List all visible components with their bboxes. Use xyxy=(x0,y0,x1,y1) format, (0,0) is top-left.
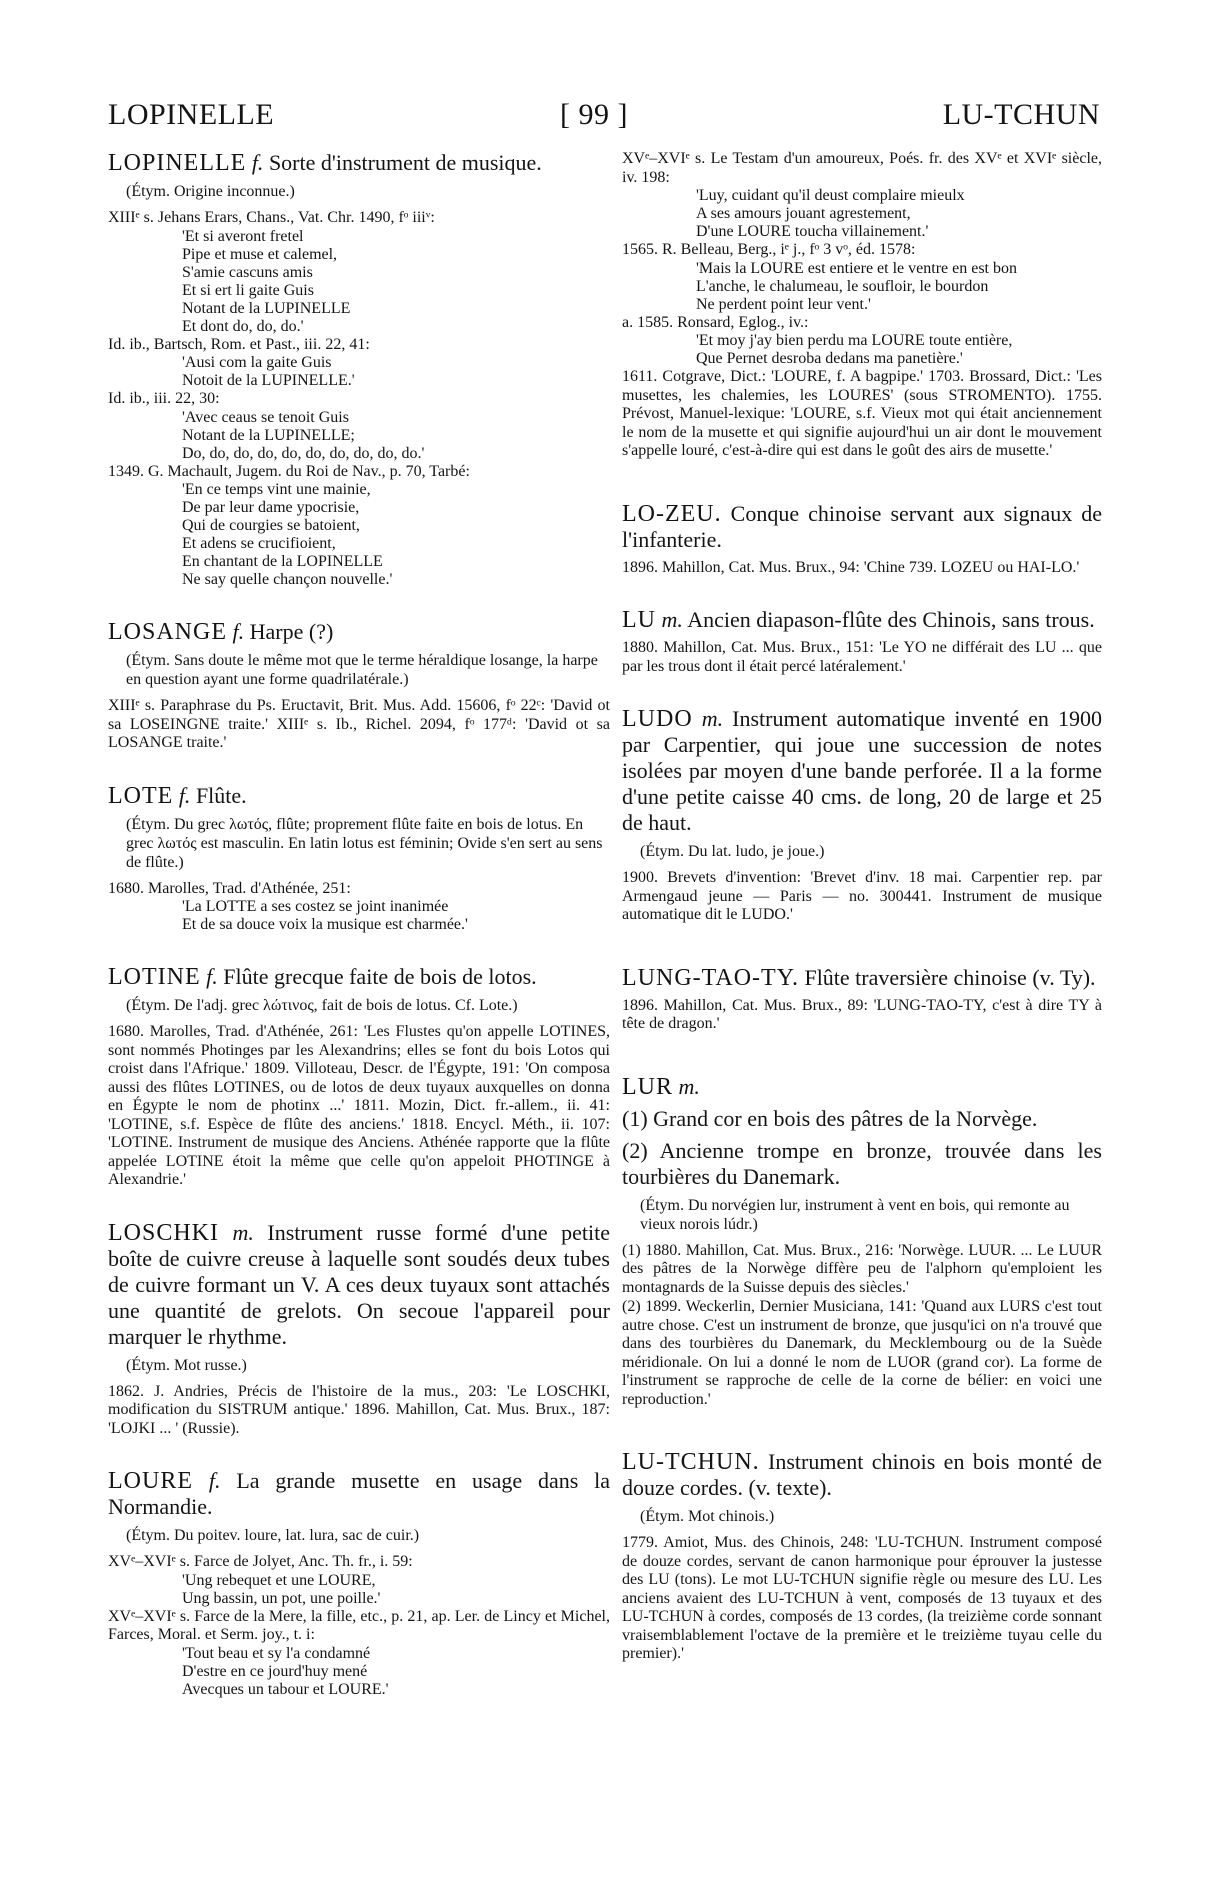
etymology: (Étym. Du norvégien lur, instrument à vent en bois, qui remonte au vieux norois lúdr.) xyxy=(640,1196,1070,1233)
definition-sense-2: (2) Ancienne trompe en bronze, trouvée dans les tourbières du Danemark. xyxy=(622,1137,1102,1189)
entry-definition xyxy=(108,1220,610,1350)
entry-gender: f. xyxy=(251,150,264,175)
entry-definition xyxy=(108,783,610,809)
etymology: (Étym. Du grec λωτός, flûte; proprement flûte faite en bois de lotus. En grec λωτός est masculin. En latin lotus est féminin; Ovide s'en sert au sens de flûte.) xyxy=(126,815,603,871)
entry-definition xyxy=(108,1468,610,1520)
entry-headword: LO-ZEU. xyxy=(622,500,722,527)
etymology: (Étym. Origine inconnue.) xyxy=(126,183,295,200)
entry-lung-tao-ty xyxy=(622,965,1102,1034)
entry-headword: LOURE xyxy=(108,1468,193,1494)
entry-headword: LUNG-TAO-TY. xyxy=(622,964,799,991)
definition-text: Harpe (?) xyxy=(249,619,334,644)
entry-lotine xyxy=(108,964,610,1190)
etymology: (Étym. De l'adj. grec λώτινος, fait de bois de lotus. Cf. Lote.) xyxy=(126,997,518,1014)
entry-gender: m. xyxy=(678,1073,700,1099)
citation: (1) 1880. Mahillon, Cat. Mus. Brux., 216: 'Norwège. LUUR. ... Le LUUR des pâtres de la Norwège diffère peu de l'alphorn qu'emploient les montagnards de la Suisse depuis des siècles.' xyxy=(622,1241,1102,1296)
citation: 1779. Amiot, Mus. des Chinois, 248: 'LU-TCHUN. Instrument composé de douze cordes, servant de canon harmonique pour éprouver la justesse des LU (tons). Le mot LU-TCHUN signifie règle ou mesure des LU. Les anciens avaient des LU-TCHUN à vent, composés de 13 tuyaux et des LU-TCHUN à cordes, composés de 13 cordes, (la treizième corde sonnant vraisemblablement l'octave de la première et le treizième tuyau celle du premier).' xyxy=(622,1534,1102,1662)
entry-lopinelle xyxy=(108,150,610,589)
entry-loschki xyxy=(108,1220,610,1439)
entry-headword: LOTINE xyxy=(108,964,201,990)
citation: XVᵉ–XVIᵉ s. Farce de Jolyet, Anc. Th. fr., i. 59: xyxy=(108,1553,413,1570)
entry-gender: f. xyxy=(178,782,191,808)
entry-headword: LUR xyxy=(622,1073,673,1100)
right-column xyxy=(622,150,1102,1664)
entry-gender: f. xyxy=(208,1468,221,1493)
definition-text: Instrument chinois en bois monté de douze cordes. (v. texte). xyxy=(622,1449,1103,1500)
definition-text: Instrument russe formé d'une petite boîte de cuivre creuse à laquelle sont soudés deux tubes de cuivre formant un V. A ces deux tuyaux sont attachés une quantité de grelots. On secoue l'appareil pour marquer le rhythme. xyxy=(108,1219,611,1349)
quoted-verse: 'Et moy j'ay bien perdu ma LOURE toute entière, Que Pernet desroba dedans ma panetière.' xyxy=(696,332,1013,367)
definition-text: Flûte. xyxy=(195,782,247,808)
header-right-guideword: LU-TCHUN xyxy=(942,98,1100,131)
entry-lote xyxy=(108,783,610,935)
citation: XIIIᵉ s. Paraphrase du Ps. Eructavit, Brit. Mus. Add. 15606, fᵒ 22ᶜ: 'David ot sa LOSEINGNE traite.' XIIIᵉ s. Ib., Richel. 2094, fᵒ 177ᵈ: 'David ot sa LOSANGE traite.' xyxy=(108,697,610,751)
citation: 1896. Mahillon, Cat. Mus. Brux., 89: 'LUNG-TAO-TY, c'est à dire TY à tête de dragon.' xyxy=(622,996,1102,1032)
quoted-verse: 'Avec ceaus se tenoit Guis Notant de la LUPINELLE; Do, do, do, do, do, do, do, do, do, do.' xyxy=(182,408,425,462)
definition-text: Ancien diapason-flûte des Chinois, sans trous. xyxy=(687,607,1095,632)
etymology: (Étym. Mot russe.) xyxy=(126,1356,247,1374)
definition-sense-1: (1) Grand cor en bois des pâtres de la Norvège. xyxy=(622,1105,1038,1131)
entry-gender: f. xyxy=(232,619,245,644)
definition-text: Conque chinoise servant aux signaux de l'infanterie. xyxy=(622,500,1102,552)
entry-headword: LOSANGE xyxy=(108,619,227,645)
etymology: (Étym. Du poitev. loure, lat. lura, sac de cuir.) xyxy=(126,1527,420,1544)
definition-text: La grande musette en usage dans la Normandie. xyxy=(108,1468,611,1519)
etymology: (Étym. Sans doute le même mot que le terme héraldique losange, la harpe en question ayant une forme quadrilatérale.) xyxy=(126,652,598,688)
citation: 1896. Mahillon, Cat. Mus. Brux., 94: 'Chine 739. LOZEU ou HAI-LO.' xyxy=(622,558,1080,576)
citation: (2) 1899. Weckerlin, Dernier Musiciana, 141: 'Quand aux LURS c'est tout autre chose. C'est un instrument de bronze, que jusqu'ici on n'a trouvé que dans des tourbières du Danemark, du Mecklembourg ou de la Suède méridionale. On lui a donné le nom de LUOR (grand cor). La forme de l'instrument se rapproche de celle de la corne de bélier: en voici une reproduction.' xyxy=(622,1298,1102,1408)
etymology: (Étym. Mot chinois.) xyxy=(640,1508,775,1525)
entry-headword: LOPINELLE xyxy=(108,150,247,176)
header-left-guideword: LOPINELLE xyxy=(108,98,275,131)
citation: 1680. Marolles, Trad. d'Athénée, 261: 'Les Flustes qu'on appelle LOTINES, sont nommés Photinges par les Alexandrins; elles se font du bois Lotos qui croist dans l'Afrique.' 1809. Villoteau, Descr. de l'Égypte, 191: 'On composa aussi des flûtes LOTINES, ou de lotos de deux tuyaux auxquelles on donna en Égypte le nom de photinx ...' 1811. Mozin, Dict. fr.-allem., ii. 41: 'LOTINE, s.f. Espèce de flûte des anciens.' 1818. Encycl. Méth., ii. 107: 'LOTINE. Instrument de musique des Anciens. Athénée rapporte que la flûte appelée LOTINE étoit la même que celle qu'on appeloit PHOTINGE à Alexandrie.' xyxy=(108,1023,610,1188)
entry-definition xyxy=(108,619,610,645)
page-number: [ 99 ] xyxy=(560,98,628,131)
entry-gender: m. xyxy=(701,706,724,731)
etymology: (Étym. Du lat. ludo, je joue.) xyxy=(640,843,825,860)
entry-headword: LU xyxy=(622,607,656,633)
running-header xyxy=(108,98,1100,142)
quoted-verse: 'Et si averont fretel Pipe et muse et calemel, S'amie cascuns amis Et si ert li gaite Guis Notant de la LUPINELLE Et dont do, do, do.' xyxy=(182,227,351,335)
citation: a. 1585. Ronsard, Eglog., iv.: xyxy=(622,313,809,331)
quoted-verse: 'Luy, cuidant qu'il deust complaire mieulx A ses amours jouant agrestement, D'une LOURE toucha villainement.' xyxy=(696,187,965,240)
definition-text: Instrument automatique inventé en 1900 par Carpentier, qui joue une succession de notes isolées par moyen d'une bande perforée. Il a la forme d'une petite caisse 40 cms. de long, 20 de large et 25 de haut. xyxy=(622,706,1102,835)
entry-lu-tchun xyxy=(622,1449,1102,1664)
quoted-verse: 'La LOTTE a ses costez se joint inanimée Et de sa douce voix la musique est charmée.' xyxy=(182,898,468,933)
entry-ludo xyxy=(622,706,1102,925)
citation: XVᵉ–XVIᵉ s. Le Testam d'un amoureux, Poés. fr. des XVᵉ et XVIᵉ siècle, iv. 198: xyxy=(622,150,1102,186)
quoted-verse: 'En ce temps vint une mainie, De par leur dame ypocrisie, Qui de courgies se batoient, Et adens se crucifioient, En chantant de la LOPINELLE Ne say quelle chançon nouvelle.' xyxy=(182,481,393,588)
entry-definition xyxy=(622,607,1102,633)
entry-definition xyxy=(622,1449,1102,1501)
entry-gender: f. xyxy=(206,964,218,989)
entry-losange xyxy=(108,619,610,753)
entry-headword: LOSCHKI xyxy=(108,1219,220,1246)
citation: Id. ib., iii. 22, 30: xyxy=(108,390,220,407)
citation: 1349. G. Machault, Jugem. du Roi de Nav., p. 70, Tarbé: xyxy=(108,462,470,480)
quoted-verse: 'Ung rebequet et une LOURE, Ung bassin, un pot, une poille.' xyxy=(182,1571,381,1607)
quoted-verse: 'Tout beau et sy l'a condamné D'estre en ce jourd'huy mené Avecques un tabour et LOURE.' xyxy=(182,1644,389,1698)
entry-definition xyxy=(622,706,1102,836)
definition-text: Flûte traversière chinoise (v. Ty). xyxy=(804,964,1096,990)
citation: Id. ib., Bartsch, Rom. et Past., iii. 22, 41: xyxy=(108,335,370,353)
entry-lo-zeu xyxy=(622,501,1102,578)
citation: XIIIᵉ s. Jehans Erars, Chans., Vat. Chr. 1490, fᵒ iiiᵛ: xyxy=(108,209,435,226)
entry-loure xyxy=(108,1468,610,1699)
entry-lu xyxy=(622,607,1102,676)
entry-lur xyxy=(622,1074,1102,1410)
entry-gender: m. xyxy=(232,1219,254,1245)
citation: 1900. Brevets d'invention: 'Brevet d'inv. 18 mai. Carpentier rep. par Armengaud jeune — Paris — no. 300441. Instrument de musique automatique dit le LUDO.' xyxy=(622,869,1102,923)
citation: 1611. Cotgrave, Dict.: 'LOURE, f. A bagpipe.' 1703. Brossard, Dict.: 'Les musettes, les chalemies, les LOURES' (sous STROMENTO). 1755. Prévost, Manuel-lexique: 'LOURE, s.f. Vieux mot qui était anciennement le nom de la musette et qui signifie aujourd'hui un air dont le mouvement s'appelle louré, c'est-à-dire qui est dans le goût des airs de musette.' xyxy=(622,368,1102,459)
citation: 1862. J. Andries, Précis de l'histoire de la mus., 203: 'Le LOSCHKI, modification du SISTRUM antique.' 1896. Mahillon, Cat. Mus. Brux., 187: 'LOJKI ... ' (Russie). xyxy=(108,1382,610,1437)
quoted-verse: 'Ausi com la gaite Guis Notoit de la LUPINELLE.' xyxy=(182,354,355,389)
quoted-verse: 'Mais la LOURE est entiere et le ventre en est bon L'anche, le chalumeau, le soufloir, le bourdon Ne perdent point leur vent.' xyxy=(696,259,1017,313)
entry-definition xyxy=(108,964,610,990)
citation: 1680. Marolles, Trad. d'Athénée, 251: xyxy=(108,879,351,897)
entry-gender: m. xyxy=(661,607,683,632)
citation: 1565. R. Belleau, Berg., iᵉ j., fᵒ 3 vᵒ, éd. 1578: xyxy=(622,241,916,258)
entry-definition xyxy=(622,1074,1102,1100)
definition-text: Sorte d'instrument de musique. xyxy=(268,150,542,175)
citation: XVᵉ–XVIᵉ s. Farce de la Mere, la fille, etc., p. 21, ap. Ler. de Lincy et Michel, Farces, Moral. et Serm. joy., t. i: xyxy=(108,1607,610,1643)
entry-headword: LOTE xyxy=(108,782,174,809)
entry-definition xyxy=(622,501,1102,553)
entry-loure-continued xyxy=(622,150,1102,461)
left-column xyxy=(108,150,610,1699)
entry-definition xyxy=(108,150,610,176)
entry-headword: LUDO xyxy=(622,706,693,732)
entry-headword: LU-TCHUN. xyxy=(622,1449,760,1475)
citation: 1880. Mahillon, Cat. Mus. Brux., 151: 'Le YO ne différait des LU ... que par les trous dont il était percé latéralement.' xyxy=(622,639,1102,675)
definition-text: Flûte grecque faite de bois de lotos. xyxy=(223,964,537,989)
entry-definition xyxy=(622,965,1102,991)
